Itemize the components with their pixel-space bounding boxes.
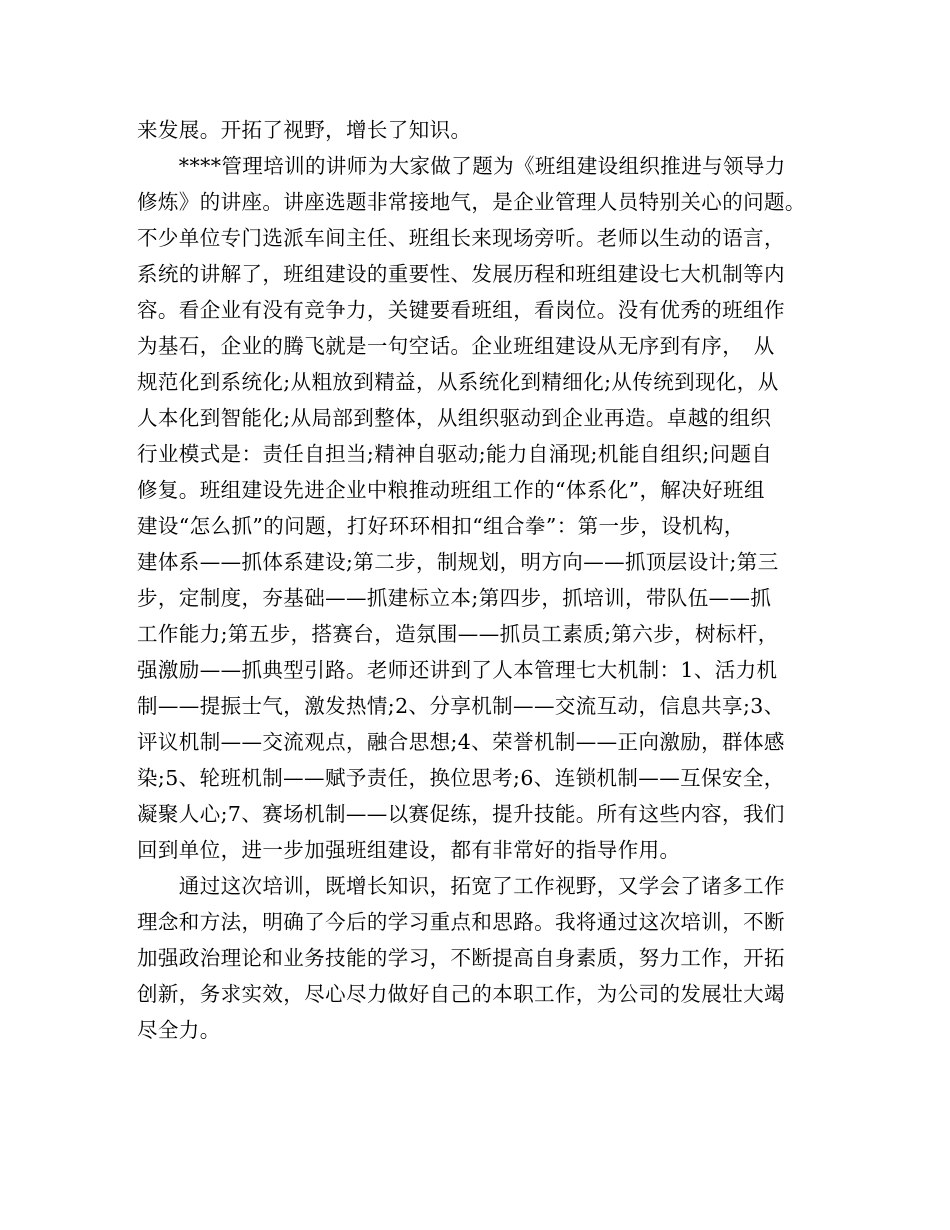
text-line: 回到单位，进一步加强班组建设，都有非常好的指导作用。 [137,838,681,862]
text-line: 行业模式是：责任自担当;精神自驱动;能力自涌现;机能自组织;问题自 [137,442,773,466]
text-line: 不少单位专门选派车间主任、班组长来现场旁听。老师以生动的语言， [137,226,785,250]
text-line: 建设“怎么抓”的问题，打好环环相扣“组合拳”：第一步，设机构， [137,514,745,538]
text-line: 理念和方法，明确了今后的学习重点和思路。我将通过这次培训，不断 [137,910,785,934]
text-line: 评议机制——交流观点，融合思想;4、荣誉机制——正向激励，群体感 [137,730,785,754]
text-line: 加强政治理论和业务技能的学习，不断提高自身素质，努力工作，开拓 [137,946,785,970]
text-line: 为基石，企业的腾飞就是一句空话。企业班组建设从无序到有序， 从 [137,334,775,358]
text-line: 步，定制度，夯基础——抓建标立本;第四步，抓培训，带队伍——抓 [137,586,772,610]
text-line: 修复。班组建设先进企业中粮推动班组工作的“体系化”，解决好班组 [137,478,765,502]
text-line: 系统的讲解了，班组建设的重要性、发展历程和班组建设七大机制等内 [137,262,785,286]
text-line: 尽全力。 [137,1018,221,1042]
text-line: 凝聚人心;7、赛场机制——以赛促练，提升技能。所有这些内容，我们 [137,802,785,826]
text-line: 创新，务求实效，尽心尽力做好自己的本职工作，为公司的发展壮大竭 [137,982,785,1006]
text-line: 修炼》的讲座。讲座选题非常接地气，是企业管理人员特别关心的问题。 [137,190,806,214]
text-line: 染;5、轮班机制——赋予责任，换位思考;6、连锁机制——互保安全， [137,766,785,790]
text-line: 人本化到智能化;从局部到整体，从组织驱动到企业再造。卓越的组织 [137,406,772,430]
text-line: 建体系——抓体系建设;第二步，制规划，明方向——抓顶层设计;第三 [137,550,779,574]
body-text [137,112,827,1048]
text-line: 通过这次培训，既增长知识，拓宽了工作视野，又学会了诸多工作 [137,874,785,898]
text-line: 制——提振士气，激发热情;2、分享机制——交流互动，信息共享;3、 [137,694,785,718]
text-line: 容。看企业有没有竞争力，关键要看班组，看岗位。没有优秀的班组作 [137,298,785,322]
text-line: ****管理培训的讲师为大家做了题为《班组建设组织推进与领导力 [137,154,786,178]
text-line: 强激励——抓典型引路。老师还讲到了人本管理七大机制：1、活力机 [137,658,778,682]
text-line: 规范化到系统化;从粗放到精益，从系统化到精细化;从传统到现化，从 [137,370,779,394]
text-line: 来发展。开拓了视野，增长了知识。 [137,118,472,142]
text-line: 工作能力;第五步，搭赛台，造氛围——抓员工素质;第六步，树标杆， [137,622,779,646]
